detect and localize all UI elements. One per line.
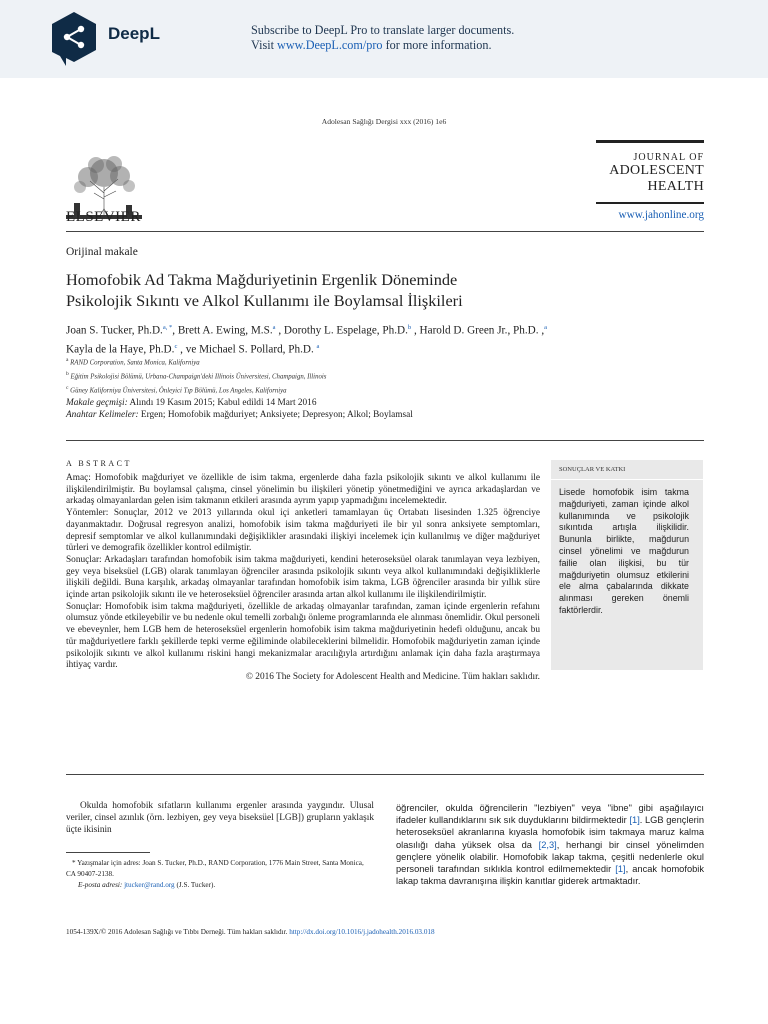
promo-line-2 <box>251 38 514 53</box>
affiliation <box>66 369 706 383</box>
abstract-aim: Amaç: Homofobik mağduriyet ve özellikle de isim takma, ergenlerde daha fazla psikolojik sıkıntı ve alkol kullanımı ile ilişkilendirilmiştir. Bu boylamsal çalışma, cinsel yönelimin bu ilişkileri yönetip yönetmediğini ve ayrıca arkadaşlardan ve arkadaş olmayanlardan gelen isim takmanın etkileri arasında ayrım yapıp yapmadığını incelemektedir. <box>66 473 540 507</box>
author-name: Kayla de la Haye, Ph.D. <box>66 343 175 356</box>
citation-link[interactable]: [2,3] <box>538 839 557 850</box>
history-line <box>66 397 706 409</box>
divider-bottom <box>66 774 704 775</box>
author-sep: , <box>275 324 284 337</box>
journal-name-1: ADOLESCENT <box>609 163 704 178</box>
affiliation-sup: a <box>66 357 69 363</box>
correspondence-note: * Yazışmalar için adres: Joan S. Tucker, Ph.D., RAND Corporation, 1776 Main Street, Santa Monica, CA 90407-2138. <box>66 859 364 878</box>
deepl-banner <box>0 0 768 78</box>
author-name: Dorothy L. Espelage, Ph.D. <box>283 324 408 337</box>
citation-link[interactable]: [1] <box>629 815 640 826</box>
deepl-brand: DeepL <box>108 24 160 43</box>
implications-text: Lisede homofobik isim takma mağduriyeti, zaman içinde alkol kullanımında ve psikolojik sıkıntıda artışla ilişkilidir. Bununla birlikte, mağdurun cinsel yönelimi ve mağdurun failie olan ilişkisi, bu tür mağduriyetin olumsuz etkilerini ele alma çabalarında dikkate alınması gereken önemli faktörlerdir. <box>559 487 689 615</box>
history-label: Makale geçmişi: <box>66 398 128 408</box>
affiliation-text: Eğitim Psikolojisi Bölümü, Urbana-Champaign'deki Illinois Üniversitesi, Champaign, Illinois <box>70 373 327 381</box>
affiliation-text: RAND Corporation, Santa Monica, Kaliforniya <box>70 359 200 367</box>
journal-top-rule <box>596 140 704 143</box>
affiliation-sup: b <box>66 370 69 377</box>
footnotes <box>66 858 374 891</box>
promo-suffix: for more information. <box>382 38 492 52</box>
implications-box <box>551 460 703 670</box>
author-sup[interactable]: a, * <box>162 324 173 331</box>
author-list <box>66 320 706 357</box>
title-line-2: Psikolojik Sıkıntı ve Alkol Kullanımı ile Boylamsal İlişkileri <box>66 291 463 310</box>
journal-bottom-rule <box>596 202 704 204</box>
author-sup[interactable]: a <box>272 324 276 331</box>
author-name: Joan S. Tucker, Ph.D. <box>66 324 163 337</box>
author-sup[interactable]: a <box>544 324 548 331</box>
divider-top <box>66 231 704 232</box>
divider-mid <box>66 440 704 441</box>
body-text: öğrenciler, okulda öğrencilerin "lezbiyen" veya "ibne" gibi aşağılayıcı ifadeler kullandıklarını sık sık duyduklarını bildirmektedir <box>396 803 704 826</box>
keywords-text: Ergen; Homofobik mağduriyet; Anksiyete; Depresyon; Alkol; Boylamsal <box>138 410 413 420</box>
promo-prefix: Visit <box>251 38 278 52</box>
author-name: Harold D. Green Jr., Ph.D. , <box>419 324 545 337</box>
article-history <box>66 397 706 421</box>
abstract-results: Sonuçlar: Arkadaşları tarafından homofobik isim takma mağduriyeti, kendini heteroseksüel olarak tanımlayan veya lezbiyen, gey veya biseksüel (LGB) olarak tanımlayan öğrenciler arasında psikolojik sıkıntı veya alkol kullanımındaki değişikliklerle ilişkili değildi. Buna karşılık, arkadaş olmayanlar tarafından homofobik isim takma, LGB öğrenciler arasında bir yıllık süre içinde artan psikolojik sıkıntı ile ve heteroseksüel öğrenciler arasında artan alkol kullanımı ile ilişkilendirilmiştir. <box>66 554 540 601</box>
author-sep: , ve <box>177 343 200 356</box>
body-column-left <box>66 800 374 837</box>
doi-link[interactable]: http://dx.doi.org/10.1016/j.jadohealth.2016.03.018 <box>289 928 435 936</box>
body-column-right <box>396 802 704 887</box>
article-type: Orijinal makale <box>66 246 138 258</box>
deepl-pro-link[interactable]: www.DeepL.com/pro <box>277 38 383 52</box>
implications-heading: SONUÇLAR VE KATKI <box>559 466 626 473</box>
page-footer <box>66 928 706 936</box>
email-suffix: (J.S. Tucker). <box>174 881 216 889</box>
journal-logo <box>596 152 704 195</box>
article-title <box>66 269 686 311</box>
affiliation-text: Güney Kaliforniya Üniversitesi, Önleyici Tıp Bölümü, Los Angeles, Kaliforniya <box>70 386 287 394</box>
affiliation <box>66 383 706 397</box>
keywords-label: Anahtar Kelimeler: <box>66 410 139 420</box>
abstract-methods: Yöntemler: Sonuçlar, 2012 ve 2013 yıllarında okul içi anketleri tamamlayan üç Ortabatı lisesinden 1.325 öğrenciye dayanmaktadır. Doğrusal regresyon analizi, homofobik isim takma mağduriyeti ile bir yıl sonra anksiyete semptomları, depresif semptomlar ve alkol kullanımındaki değişiklikler arasındaki ilişkiyi incelemek için kullanılmış ve diğer mağduriyet türleri ve demografik özellikler kontrol edilmiştir. <box>66 508 540 554</box>
title-line-1: Homofobik Ad Takma Mağduriyetinin Ergenlik Döneminde <box>66 270 458 289</box>
footer-text: 1054-139X/© 2016 Adolesan Sağlığı ve Tıbbı Derneği. Tüm hakları saklıdır. <box>66 928 290 936</box>
footnote-rule <box>66 852 150 853</box>
email-note <box>66 880 374 891</box>
email-link[interactable]: jtucker@rand.org <box>124 881 175 889</box>
body-text: , herhangi bir cinsel yönelimden gençlere yönelik olabilir. Homofobik lakap takma, çeşitli nedenlerle okul personeli tarafından sıklıkla kontrol edilmemektedir <box>396 839 705 875</box>
elsevier-wordmark: ELSEVIER <box>66 209 141 225</box>
authors-line-1 <box>66 320 706 339</box>
body-text: , ancak homofobik lakap takma davranışına ilişkin kanıtlar giderek artmaktadır. <box>396 864 704 887</box>
deepl-logo-icon[interactable] <box>46 10 102 66</box>
author-sup[interactable]: c <box>174 342 178 350</box>
author-sup[interactable]: a <box>316 342 320 350</box>
abstract-body <box>66 473 540 684</box>
author-name: Michael S. Pollard, Ph.D. <box>199 343 314 356</box>
body-paragraph-right <box>396 802 704 887</box>
implications-rule <box>551 479 703 480</box>
abstract-conclusions: Sonuçlar: Homofobik isim takma mağduriyeti, özellikle de arkadaş olmayanlar tarafından, zaman içinde ergenlerin refahını olumsuz yönde etkileyebilir ve bu nedenle okul temelli zorbalığı önleme programlarında ele alınması önemlidir. Okul personeli ve ebeveynler, hem LGB hem de heteroseksüel ergenlerin homofobik isim takma mağduriyetinin hedefi olduğunu, ancak bu tür mağduriyetlere farklı şekillerde tepki verme eğiliminde olabileceklerini bilmelidir. Homofobik mağduriyetin zaman içinde psikolojik sıkıntı ve alkol kullanımı riskini hangi mekanizmalar aracılığıyla artırdığını anlamak için daha fazla araştırmaya ihtiyaç vardır. <box>66 601 541 671</box>
affiliations <box>66 355 706 396</box>
journal-url-link[interactable]: www.jahonline.org <box>618 209 704 221</box>
author-sep: , <box>411 324 420 337</box>
affiliation <box>66 355 706 369</box>
running-header: Adolesan Sağlığı Dergisi xxx (2016) 1e6 <box>321 117 447 126</box>
history-text: Alındı 19 Kasım 2015; Kabul edildi 14 Mart 2016 <box>127 398 317 408</box>
citation-link[interactable]: [1] <box>615 864 626 875</box>
abstract-copyright: © 2016 The Society for Adolescent Health and Medicine. Tüm hakları saklıdır. <box>245 671 540 682</box>
journal-name-2: HEALTH <box>647 179 704 194</box>
promo-line-1: Subscribe to DeepL Pro to translate larger documents. <box>251 23 515 37</box>
author-name: Brett A. Ewing, M.S. <box>177 324 273 337</box>
author-sep: , <box>172 324 178 337</box>
keywords-line <box>66 409 706 421</box>
deepl-promo-text <box>251 23 514 53</box>
email-label: E-posta adresi: <box>78 881 123 889</box>
abstract-heading: A BSTRACT <box>66 459 132 468</box>
journal-of: JOURNAL OF <box>633 152 704 163</box>
body-text: . LGB gençlerin heteroseksüel akranlarına kıyasla homofobik isim takmaya maruz kalma olasılığı daha yüksek olsa da <box>396 815 704 850</box>
affiliation-sup: c <box>66 384 69 391</box>
author-sup[interactable]: b <box>407 324 412 331</box>
body-paragraph-left: Okulda homofobik sıfatların kullanımı ergenler arasında yaygındır. Ulusal veriler, cinsel azınlık (örn. lezbiyen, gey veya biseksüel [LGB]) grupların yaklaşık üçte ikisinin <box>66 801 374 836</box>
